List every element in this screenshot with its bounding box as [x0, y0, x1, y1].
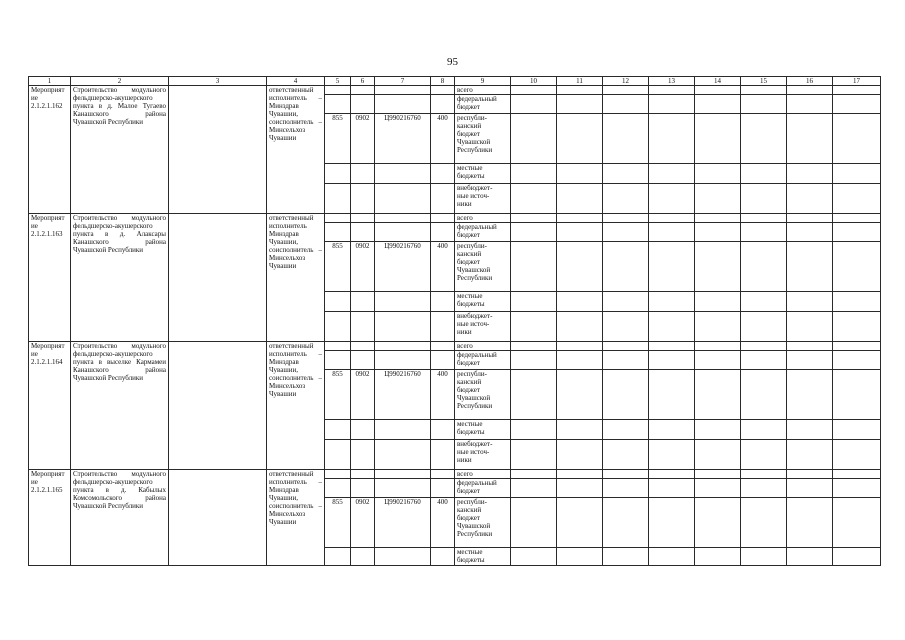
- value-cell-col-12: [603, 223, 649, 242]
- empty-code-cell: [325, 479, 351, 498]
- funding-source: всего: [455, 470, 511, 479]
- code-vr: 400: [431, 114, 455, 164]
- value-cell-col-10: [511, 214, 557, 223]
- value-cell-col-12: [603, 312, 649, 342]
- funding-source: местные бюджеты: [455, 420, 511, 440]
- value-cell-col-14: [695, 351, 741, 370]
- responsible-executor: ответственный исполнитель – Минздрав Чувашии, соисполнитель – Минсельхоз Чувашии: [267, 470, 325, 566]
- column-number-2: 2: [71, 77, 169, 86]
- value-cell-col-12: [603, 342, 649, 351]
- value-cell-col-16: [787, 498, 833, 548]
- value-cell-col-10: [511, 479, 557, 498]
- activity-name: Строительство модульного фельдшерско-акушерского пункта в д. Малое Тугаево Канашского района Чувашской Республики: [71, 86, 169, 214]
- funding-source: внебюджет- ные источ- ники: [455, 440, 511, 470]
- value-cell-col-15: [741, 86, 787, 95]
- value-cell-col-14: [695, 214, 741, 223]
- column-number-11: 11: [557, 77, 603, 86]
- value-cell-col-17: [833, 86, 881, 95]
- empty-code-cell: [351, 420, 375, 440]
- value-cell-col-13: [649, 548, 695, 566]
- code-vr: 400: [431, 242, 455, 292]
- code-vr: 400: [431, 498, 455, 548]
- empty-code-cell: [351, 479, 375, 498]
- value-cell-col-14: [695, 242, 741, 292]
- value-cell-col-16: [787, 242, 833, 292]
- value-cell-col-17: [833, 242, 881, 292]
- value-cell-col-13: [649, 114, 695, 164]
- value-cell-col-10: [511, 351, 557, 370]
- value-cell-col-10: [511, 370, 557, 420]
- value-cell-col-17: [833, 114, 881, 164]
- empty-code-cell: [375, 164, 431, 184]
- empty-code-cell: [351, 351, 375, 370]
- value-cell-col-11: [557, 351, 603, 370]
- value-cell-col-16: [787, 370, 833, 420]
- value-cell-col-11: [557, 440, 603, 470]
- value-cell-col-17: [833, 440, 881, 470]
- value-cell-col-13: [649, 479, 695, 498]
- value-cell-col-11: [557, 548, 603, 566]
- empty-code-cell: [325, 223, 351, 242]
- code-vr: 400: [431, 370, 455, 420]
- funding-source: местные бюджеты: [455, 292, 511, 312]
- column-number-13: 13: [649, 77, 695, 86]
- column-number-8: 8: [431, 77, 455, 86]
- activity-name: Строительство модульного фельдшерско-акушерского пункта в выселке Кармамеи Канашского района Чувашской Республики: [71, 342, 169, 470]
- value-cell-col-17: [833, 479, 881, 498]
- empty-cell: [169, 214, 267, 342]
- value-cell-col-15: [741, 312, 787, 342]
- value-cell-col-15: [741, 548, 787, 566]
- code-csr: Ц990216760: [375, 498, 431, 548]
- value-cell-col-13: [649, 498, 695, 548]
- empty-code-cell: [325, 86, 351, 95]
- funding-source: федеральный бюджет: [455, 95, 511, 114]
- empty-code-cell: [351, 164, 375, 184]
- code-grbs: 855: [325, 498, 351, 548]
- funding-source: республи- канский бюджет Чувашской Республики: [455, 498, 511, 548]
- value-cell-col-11: [557, 164, 603, 184]
- empty-code-cell: [375, 95, 431, 114]
- value-cell-col-10: [511, 95, 557, 114]
- value-cell-col-14: [695, 548, 741, 566]
- value-cell-col-16: [787, 214, 833, 223]
- empty-code-cell: [325, 312, 351, 342]
- empty-code-cell: [431, 342, 455, 351]
- responsible-executor: ответственный исполнитель – Минздрав Чувашии, соисполнитель – Минсельхоз Чувашии: [267, 86, 325, 214]
- header-row: [29, 77, 881, 86]
- empty-code-cell: [431, 440, 455, 470]
- empty-code-cell: [431, 214, 455, 223]
- value-cell-col-17: [833, 548, 881, 566]
- value-cell-col-10: [511, 292, 557, 312]
- empty-code-cell: [375, 184, 431, 214]
- column-number-10: 10: [511, 77, 557, 86]
- value-cell-col-17: [833, 292, 881, 312]
- empty-code-cell: [351, 312, 375, 342]
- funding-source: внебюджет- ные источ- ники: [455, 312, 511, 342]
- value-cell-col-13: [649, 440, 695, 470]
- column-number-12: 12: [603, 77, 649, 86]
- value-cell-col-11: [557, 223, 603, 242]
- value-cell-col-15: [741, 164, 787, 184]
- value-cell-col-17: [833, 312, 881, 342]
- value-cell-col-15: [741, 420, 787, 440]
- value-cell-col-15: [741, 498, 787, 548]
- value-cell-col-11: [557, 342, 603, 351]
- value-cell-col-16: [787, 95, 833, 114]
- funding-source: местные бюджеты: [455, 548, 511, 566]
- value-cell-col-11: [557, 370, 603, 420]
- column-number-15: 15: [741, 77, 787, 86]
- value-cell-col-11: [557, 114, 603, 164]
- value-cell-col-11: [557, 470, 603, 479]
- empty-code-cell: [351, 548, 375, 566]
- value-cell-col-11: [557, 95, 603, 114]
- value-cell-col-15: [741, 184, 787, 214]
- value-cell-col-15: [741, 114, 787, 164]
- empty-code-cell: [431, 292, 455, 312]
- empty-code-cell: [325, 351, 351, 370]
- responsible-executor: ответственный исполнитель Минздрав Чувашии, соисполнитель – Минсельхоз Чувашии: [267, 214, 325, 342]
- value-cell-col-14: [695, 370, 741, 420]
- empty-code-cell: [431, 420, 455, 440]
- value-cell-col-13: [649, 370, 695, 420]
- value-cell-col-14: [695, 498, 741, 548]
- empty-cell: [169, 470, 267, 566]
- empty-code-cell: [351, 223, 375, 242]
- empty-code-cell: [431, 479, 455, 498]
- empty-code-cell: [351, 86, 375, 95]
- empty-code-cell: [431, 351, 455, 370]
- value-cell-col-17: [833, 470, 881, 479]
- empty-code-cell: [375, 292, 431, 312]
- code-csr: Ц990216760: [375, 370, 431, 420]
- column-number-3: 3: [169, 77, 267, 86]
- value-cell-col-13: [649, 95, 695, 114]
- funding-source: республи- канский бюджет Чувашской Республики: [455, 114, 511, 164]
- value-cell-col-13: [649, 312, 695, 342]
- value-cell-col-12: [603, 420, 649, 440]
- value-cell-col-10: [511, 242, 557, 292]
- value-cell-col-14: [695, 420, 741, 440]
- code-grbs: 855: [325, 242, 351, 292]
- empty-cell: [169, 86, 267, 214]
- empty-code-cell: [351, 95, 375, 114]
- empty-code-cell: [375, 312, 431, 342]
- responsible-executor: ответственный исполнитель – Минздрав Чувашии, соисполнитель – Минсельхоз Чувашии: [267, 342, 325, 470]
- value-cell-col-17: [833, 420, 881, 440]
- value-cell-col-13: [649, 351, 695, 370]
- empty-code-cell: [431, 95, 455, 114]
- value-cell-col-12: [603, 479, 649, 498]
- empty-code-cell: [325, 95, 351, 114]
- value-cell-col-12: [603, 242, 649, 292]
- value-cell-col-16: [787, 479, 833, 498]
- empty-code-cell: [375, 86, 431, 95]
- value-cell-col-17: [833, 164, 881, 184]
- funding-source: республи- канский бюджет Чувашской Республики: [455, 370, 511, 420]
- value-cell-col-12: [603, 95, 649, 114]
- funding-source: федеральный бюджет: [455, 351, 511, 370]
- activity-number: Мероприятие 2.1.2.1.162: [29, 86, 71, 214]
- empty-code-cell: [375, 548, 431, 566]
- value-cell-col-11: [557, 498, 603, 548]
- value-cell-col-15: [741, 242, 787, 292]
- empty-code-cell: [325, 292, 351, 312]
- value-cell-col-17: [833, 223, 881, 242]
- value-cell-col-11: [557, 242, 603, 292]
- column-number-9: 9: [455, 77, 511, 86]
- empty-code-cell: [375, 420, 431, 440]
- value-cell-col-13: [649, 342, 695, 351]
- value-cell-col-17: [833, 95, 881, 114]
- funding-source: федеральный бюджет: [455, 479, 511, 498]
- empty-code-cell: [431, 312, 455, 342]
- value-cell-col-11: [557, 214, 603, 223]
- value-cell-col-16: [787, 548, 833, 566]
- value-cell-col-16: [787, 292, 833, 312]
- value-cell-col-14: [695, 342, 741, 351]
- value-cell-col-15: [741, 440, 787, 470]
- empty-code-cell: [351, 184, 375, 214]
- value-cell-col-11: [557, 292, 603, 312]
- empty-code-cell: [375, 351, 431, 370]
- table-row: [29, 342, 881, 351]
- code-grbs: 855: [325, 370, 351, 420]
- value-cell-col-10: [511, 223, 557, 242]
- value-cell-col-13: [649, 242, 695, 292]
- value-cell-col-14: [695, 86, 741, 95]
- value-cell-col-10: [511, 470, 557, 479]
- empty-code-cell: [325, 214, 351, 223]
- empty-code-cell: [351, 342, 375, 351]
- empty-code-cell: [375, 342, 431, 351]
- value-cell-col-17: [833, 351, 881, 370]
- empty-code-cell: [375, 214, 431, 223]
- value-cell-col-10: [511, 164, 557, 184]
- funding-source: всего: [455, 86, 511, 95]
- column-number-5: 5: [325, 77, 351, 86]
- code-rzpr: 0902: [351, 370, 375, 420]
- value-cell-col-12: [603, 214, 649, 223]
- value-cell-col-14: [695, 440, 741, 470]
- value-cell-col-10: [511, 86, 557, 95]
- empty-code-cell: [375, 470, 431, 479]
- empty-code-cell: [351, 214, 375, 223]
- value-cell-col-12: [603, 548, 649, 566]
- value-cell-col-15: [741, 342, 787, 351]
- funding-source: всего: [455, 342, 511, 351]
- empty-cell: [169, 342, 267, 470]
- value-cell-col-11: [557, 184, 603, 214]
- column-number-4: 4: [267, 77, 325, 86]
- value-cell-col-17: [833, 342, 881, 351]
- value-cell-col-10: [511, 342, 557, 351]
- activity-number: Мероприятие 2.1.2.1.163: [29, 214, 71, 342]
- empty-code-cell: [351, 440, 375, 470]
- value-cell-col-12: [603, 498, 649, 548]
- activity-number: Мероприятие 2.1.2.1.164: [29, 342, 71, 470]
- value-cell-col-14: [695, 479, 741, 498]
- empty-code-cell: [375, 440, 431, 470]
- column-number-16: 16: [787, 77, 833, 86]
- empty-code-cell: [325, 548, 351, 566]
- empty-code-cell: [325, 342, 351, 351]
- code-rzpr: 0902: [351, 242, 375, 292]
- value-cell-col-15: [741, 214, 787, 223]
- value-cell-col-14: [695, 164, 741, 184]
- empty-code-cell: [325, 440, 351, 470]
- value-cell-col-13: [649, 223, 695, 242]
- empty-code-cell: [351, 470, 375, 479]
- value-cell-col-14: [695, 184, 741, 214]
- value-cell-col-10: [511, 420, 557, 440]
- code-csr: Ц990216760: [375, 242, 431, 292]
- empty-code-cell: [325, 164, 351, 184]
- activity-name: Строительство модульного фельдшерско-акушерского пункта в д. Алаксары Канашского района Чувашской Республики: [71, 214, 169, 342]
- value-cell-col-16: [787, 164, 833, 184]
- empty-code-cell: [325, 470, 351, 479]
- funding-source: местные бюджеты: [455, 164, 511, 184]
- value-cell-col-15: [741, 292, 787, 312]
- empty-code-cell: [351, 292, 375, 312]
- value-cell-col-10: [511, 498, 557, 548]
- value-cell-col-17: [833, 498, 881, 548]
- empty-code-cell: [431, 164, 455, 184]
- value-cell-col-11: [557, 86, 603, 95]
- budget-table: [28, 76, 881, 566]
- value-cell-col-14: [695, 312, 741, 342]
- value-cell-col-13: [649, 470, 695, 479]
- column-number-6: 6: [351, 77, 375, 86]
- value-cell-col-12: [603, 164, 649, 184]
- value-cell-col-12: [603, 184, 649, 214]
- value-cell-col-16: [787, 223, 833, 242]
- empty-code-cell: [325, 420, 351, 440]
- value-cell-col-16: [787, 342, 833, 351]
- activity-number: Мероприятие 2.1.2.1.165: [29, 470, 71, 566]
- funding-source: республи- канский бюджет Чувашской Республики: [455, 242, 511, 292]
- value-cell-col-14: [695, 114, 741, 164]
- code-csr: Ц990216760: [375, 114, 431, 164]
- value-cell-col-16: [787, 440, 833, 470]
- value-cell-col-12: [603, 370, 649, 420]
- value-cell-col-10: [511, 548, 557, 566]
- value-cell-col-17: [833, 370, 881, 420]
- code-grbs: 855: [325, 114, 351, 164]
- value-cell-col-16: [787, 351, 833, 370]
- empty-code-cell: [431, 470, 455, 479]
- table-row: [29, 470, 881, 479]
- value-cell-col-14: [695, 223, 741, 242]
- column-number-14: 14: [695, 77, 741, 86]
- empty-code-cell: [431, 86, 455, 95]
- activity-name: Строительство модульного фельдшерско-акушерского пункта в д. Кабылых Комсомольского района Чувашской Республики: [71, 470, 169, 566]
- funding-source: внебюджет- ные источ- ники: [455, 184, 511, 214]
- funding-source: федеральный бюджет: [455, 223, 511, 242]
- value-cell-col-14: [695, 292, 741, 312]
- value-cell-col-11: [557, 479, 603, 498]
- value-cell-col-13: [649, 214, 695, 223]
- value-cell-col-16: [787, 114, 833, 164]
- value-cell-col-14: [695, 470, 741, 479]
- funding-source: всего: [455, 214, 511, 223]
- empty-code-cell: [375, 223, 431, 242]
- column-number-17: 17: [833, 77, 881, 86]
- value-cell-col-13: [649, 164, 695, 184]
- page-number: 95: [447, 56, 458, 68]
- value-cell-col-16: [787, 312, 833, 342]
- value-cell-col-16: [787, 184, 833, 214]
- value-cell-col-12: [603, 351, 649, 370]
- value-cell-col-12: [603, 440, 649, 470]
- value-cell-col-12: [603, 470, 649, 479]
- value-cell-col-12: [603, 86, 649, 95]
- table-row: [29, 86, 881, 95]
- value-cell-col-17: [833, 214, 881, 223]
- value-cell-col-15: [741, 470, 787, 479]
- value-cell-col-10: [511, 312, 557, 342]
- value-cell-col-13: [649, 420, 695, 440]
- empty-code-cell: [325, 184, 351, 214]
- value-cell-col-10: [511, 184, 557, 214]
- value-cell-col-13: [649, 292, 695, 312]
- empty-code-cell: [431, 223, 455, 242]
- value-cell-col-11: [557, 312, 603, 342]
- code-rzpr: 0902: [351, 498, 375, 548]
- value-cell-col-17: [833, 184, 881, 214]
- value-cell-col-16: [787, 420, 833, 440]
- column-number-7: 7: [375, 77, 431, 86]
- value-cell-col-12: [603, 292, 649, 312]
- column-number-1: 1: [29, 77, 71, 86]
- value-cell-col-16: [787, 86, 833, 95]
- code-rzpr: 0902: [351, 114, 375, 164]
- value-cell-col-13: [649, 184, 695, 214]
- value-cell-col-12: [603, 114, 649, 164]
- empty-code-cell: [375, 479, 431, 498]
- value-cell-col-10: [511, 440, 557, 470]
- value-cell-col-15: [741, 479, 787, 498]
- empty-code-cell: [431, 184, 455, 214]
- value-cell-col-15: [741, 95, 787, 114]
- value-cell-col-13: [649, 86, 695, 95]
- value-cell-col-16: [787, 470, 833, 479]
- value-cell-col-15: [741, 370, 787, 420]
- table-row: [29, 214, 881, 223]
- value-cell-col-10: [511, 114, 557, 164]
- value-cell-col-15: [741, 223, 787, 242]
- value-cell-col-11: [557, 420, 603, 440]
- value-cell-col-14: [695, 95, 741, 114]
- value-cell-col-15: [741, 351, 787, 370]
- empty-code-cell: [431, 548, 455, 566]
